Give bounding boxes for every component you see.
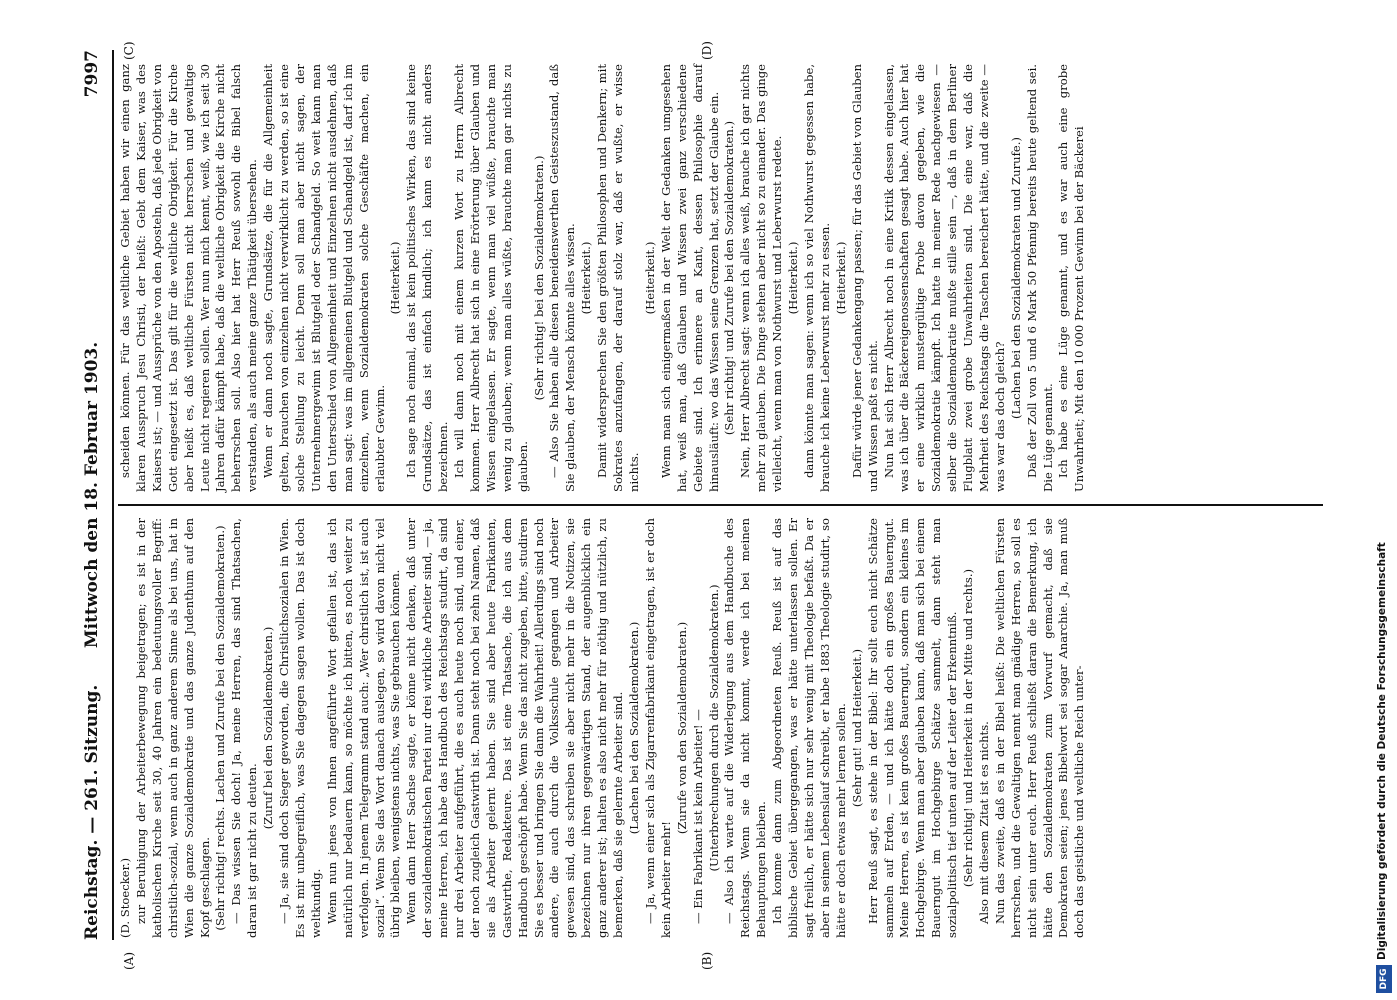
header-rule [112,50,114,940]
paragraph: — Ja, sie sind doch Sieger geworden, die Christlichsozialen in Wien. Es ist mir unbegreiflich, was Sie dagegen sagen wollen. Das ist doch weltkundig. [277,518,323,938]
paragraph: — Ein Fabrikant ist kein Arbeiter! — [690,709,705,924]
column-left-body [134,518,1088,938]
paragraph: (Zurufe von den Sozialdemokraten.) [674,621,689,835]
paragraph: Dafür würde jener Gedankengang passen; für das Gebiet von Glauben und Wissen paßt es nicht. [849,64,880,492]
paragraph: (Zuruf bei den Sozialdemokraten.) [261,626,276,830]
paragraph: (Heiterkeit.) [833,241,848,315]
paragraph: Nun das zweite, daß es in der Bibel heißt: Die weltlichen Fürsten herrschen, und die Gewaltigen nennt man gnädige Herren, so soll es nicht sein unter euch. Herr Reuß schließt daran die Bemerkung, ich hätte den Sozialdemokraten zum Vorwurf gemacht, daß sie Demokraten seien; jenes Bibelwort sei sogar Anarchie. Ja, man muß doch das geistliche und weltliche Reich unter- [992,518,1087,938]
paragraph: (Sehr richtig! bei den Sozialdemokraten.) [531,155,546,401]
paragraph: — Ja, wenn einer sich als Zigarrenfabrikant eingetragen, ist er doch kein Arbeiter mehr! [642,518,673,938]
paragraph: Ich will dann noch mit einem kurzen Wort zu Herrn Albrecht kommen. Herr Albrecht hat sich in eine Erörterung über Glauben und Wissen eingelassen. Er sagte, wenn man viel wüßte, brauchte man wenig zu glauben; wenn man alles wüßte, brauchte man gar nichts zu glauben. [452,64,530,492]
column-divider [118,504,1323,506]
paragraph: (Heiterkeit.) [786,241,801,315]
paragraph: zur Beruhigung der Arbeiterbewegung beigetragen; es ist in der katholischen Kirche seit 30, 40 Jahren ein bedeutungsvoller Begriff: christlich-sozial, wenn auch in ganz anderem Sinne als bei uns, hat in Wien die ganze Sozialdemokratie und das ganze Judenthum auf den Kopf geschlagen. [133,518,212,938]
paragraph: Also mit diesem Zitat ist es nichts. [976,721,991,924]
digitization-note: Digitalisierung gefördert durch die Deutsche Forschungsgemeinschaft [1376,542,1388,960]
paragraph: Wenn nun jenes von Ihnen angeführte Wort gefallen ist, das ich natürlich nur bedauern kann, so möchte ich bitten, es noch weiter zu verfolgen. In jenem Telegramm stand auch: „Wer christlich ist, ist auch sozial“. Wenn Sie das Wort danach auslegen, so wird davon nicht viel übrig bleiben, wenigstens nichts, was Sie gebrauchen können. [324,518,403,938]
paragraph: (Lachen bei den Sozialdemokraten und Zurufe.) [1008,137,1023,419]
speaker-name: (D. Stoecker.) [118,857,132,938]
paragraph: — Also ich warte auf die Widerlegung aus dem Handbuche des Reichstags. Wenn sie da nicht kommt, werde ich bei meinen Behauptungen bleiben. [722,518,769,938]
text-column-right [118,64,1088,492]
paragraph: scheiden können. Für das weltliche Gebiet haben wir einen ganz klaren Ausspruch Jesu Christi, der heißt: Gebt dem Kaiser, was des Kaisers ist; — und Aussprüche von den Aposteln, daß jede Obrigkeit von Gott eingesetzt ist. Das gilt für die weltliche Obrigkeit. Für die Kirche aber heißt es, daß weltliche Fürsten nicht herrschen und gewaltige Leute nicht regieren sollen. Wer nun mich kennt, weiß, wie ich seit 30 Jahren dafür kämpft habe, daß die weltliche Obrigkeit die Kirche nicht beherrschen soll. Also hier hat Herr Reuß sowohl die Bibel falsch verstanden, als auch meine ganze Thätigkeit übersehen. [118,64,260,492]
paragraph: (Unterbrechungen durch die Sozialdemokraten.) [706,584,721,872]
margin-mark-b: (B) [700,951,714,970]
paragraph: (Sehr richtig! rechts. Lachen und Zurufe bei den Sozialdemokraten.) [213,525,228,931]
paragraph: Wenn er dann noch sagte, Grundsätze, die für die Allgemeinheit gelten, brauchen von einzelnen nicht verwirklicht zu werden, so ist eine solche Stellung zu leicht. Denn soll man aber nicht sagen, der Unternehmergewinn ist Blutgeld oder Schandgeld. So weit kann man den Unterschied von Allgemeinheit und Einzelnen nicht ausdehnen, daß man sagt: was im allgemeinen Blutgeld und Schandgeld ist, darf ich im einzelnen, wenn Sozialdemokraten solche Geschäfte machen, ein erlaubter Gewinn. [261,64,387,492]
dfg-logo: DFG [1376,965,1392,993]
margin-mark-a: (A) [122,951,136,970]
paragraph: (Sehr richtig! und Zurufe bei den Sozialdemokraten.) [722,120,737,436]
paragraph: Ich habe es eine Lüge genannt, und es war auch eine grobe Unwahrheit; Mit den 10 000 Prozent Gewinn bei der Bäckerei [1056,64,1087,492]
header-date: Mittwoch den 18. Februar 1903. [82,341,102,649]
paragraph: Ich komme dann zum Abgeordneten Reuß. Reuß ist auf das biblische Gebiet übergegangen, was er hätte unterlassen sollen. Er sagt freilich, er hätte sich nur sehr wenig mit Theologie befaßt. Da er aber in seinem Lebenslauf schreibt, er habe 1883 Theologie studirt, so hätte er doch etwas mehr lernen sollen. [770,518,848,938]
paragraph: Nein, Herr Albrecht sagt: wenn ich alles weiß, brauche ich gar nichts mehr zu glauben. Die Dinge stehen aber nicht so zu einander. Das ginge vielleicht, wenn man von Nothwurst und Leberwurst redete. [738,64,785,492]
paragraph: Daß der Zoll von 5 und 6 Mark 50 Pfennig bereits heute geltend sei. Die Lüge genannt. [1024,64,1055,492]
paragraph: Herr Reuß sagt, es stehe in der Bibel: Ihr sollt euch nicht Schätze sammeln auf Erden, — und ich hätte doch ein großes Bauerngut. Meine Herren, es ist kein großes Bauerngut, sondern ein kleines im Hochgebirge. Wenn man aber glauben kann, daß man sich bei einem Bauerngut im Hochgebirge Schätze sammelt, dann steht man sozialpolitisch tief unten auf der Leiter der Erkenntniß. [865,518,960,938]
margin-mark-d: (D) [700,41,714,60]
column-right-body [118,64,1088,492]
paragraph: (Heiterkeit.) [388,241,403,315]
paragraph: (Heiterkeit.) [579,241,594,315]
paragraph: dann könnte man sagen: wenn ich so viel Nothwurst gegessen habe, brauche ich keine Leberwurst mehr zu essen. [801,64,832,492]
text-column-left [118,518,1088,938]
paragraph: — Das wissen Sie doch! Ja, meine Herren, das sind Thatsachen, daran ist gar nicht zu deuten. [229,518,260,938]
paragraph: Wenn dann Herr Sachse sagte, er könne nicht denken, daß unter der sozialdemokratischen Partei nur drei wirkliche Arbeiter sind, — ja, meine Herren, ich habe das Handbuch des Reichstags studirt, da sind nur drei Arbeiter aufgeführt, die es auch heute noch sind, und einer, der noch zugleich Gastwirth ist. Dann steht noch bei zehn Namen, daß sie als Arbeiter gelernt haben. Sie sind aber heute Fabrikanten, Gastwirthe, Redakteure. Das ist eine Thatsache, die ich aus dem Handbuch geschöpft habe. Wenn Sie das nicht zugeben, bitte, studiren Sie es besser und bringen Sie dann die Wahrheit! Allerdings sind noch andere, die auch durch die Volksschule gegangen und Arbeiter gewesen sind, das schreiben sie aber nicht mehr in die Notizen, sie bezeichnen nur ihren gegenwärtigen Stand, der augenblicklich ein ganz anderer ist; halten es also nicht mehr für nöthig und nützlich, zu bemerken, daß sie gelernte Arbeiter sind. [404,518,626,938]
header-left: Reichstag. — 261. Sitzung. [82,684,102,940]
margin-mark-c: (C) [122,41,136,60]
paragraph: (Lachen bei den Sozialdemokraten.) [627,621,641,835]
paragraph: Nun hat sich Herr Albrecht noch in eine Kritik dessen eingelassen, was ich über die Bäckereigenossenschaften gesagt habe. Auch hier hat er eine wirklich mustergültige Probe davon gegeben, wie die Sozialdemokratie kämpft. Ich hatte in meiner Rede nachgewiesen — selber die Sozialdemokratie mußte stille sein —, daß in dem Berliner Flugblatt zwei grobe Unwahrheiten sind. Die eine war, daß die Mehrheit des Reichstags die Taschen bereichert hätte, und die zweite — was war das doch gleich? [881,64,1007,492]
paragraph: Ich sage noch einmal, das ist kein politisches Wirken, das sind keine Grundsätze, das ist einfach kindlich; ich kann es nicht anders bezeichnen. [404,64,451,492]
paragraph: — Also Sie haben alle diesen beneidenswerthen Geisteszustand, daß Sie glauben, der Mensch könnte alles wissen. [547,64,578,492]
paragraph: Wenn man sich einigermaßen in der Welt der Gedanken umgesehen hat, weiß man, daß Glauben und Wissen zwei ganz verschiedene Gebiete sind. Ich erinnere an Kant, dessen Philosophie darauf hinausläuft: wo das Wissen seine Grenzen hat, setzt der Glaube ein. [658,64,721,492]
paragraph: (Heiterkeit.) [642,241,657,315]
page-number: 7997 [82,50,102,98]
paragraph: Damit widersprechen Sie den größten Philosophen und Denkern; mit Sokrates anzufangen, der darauf stolz war, daß er wußte, er wisse nichts. [595,64,641,492]
paragraph: (Sehr richtig! und Heiterkeit in der Mitte und rechts.) [961,568,976,888]
paragraph: (Sehr gut! und Heiterkeit.) [849,648,864,808]
page-header [82,50,112,940]
digitization-sidebar [1374,0,1394,1000]
